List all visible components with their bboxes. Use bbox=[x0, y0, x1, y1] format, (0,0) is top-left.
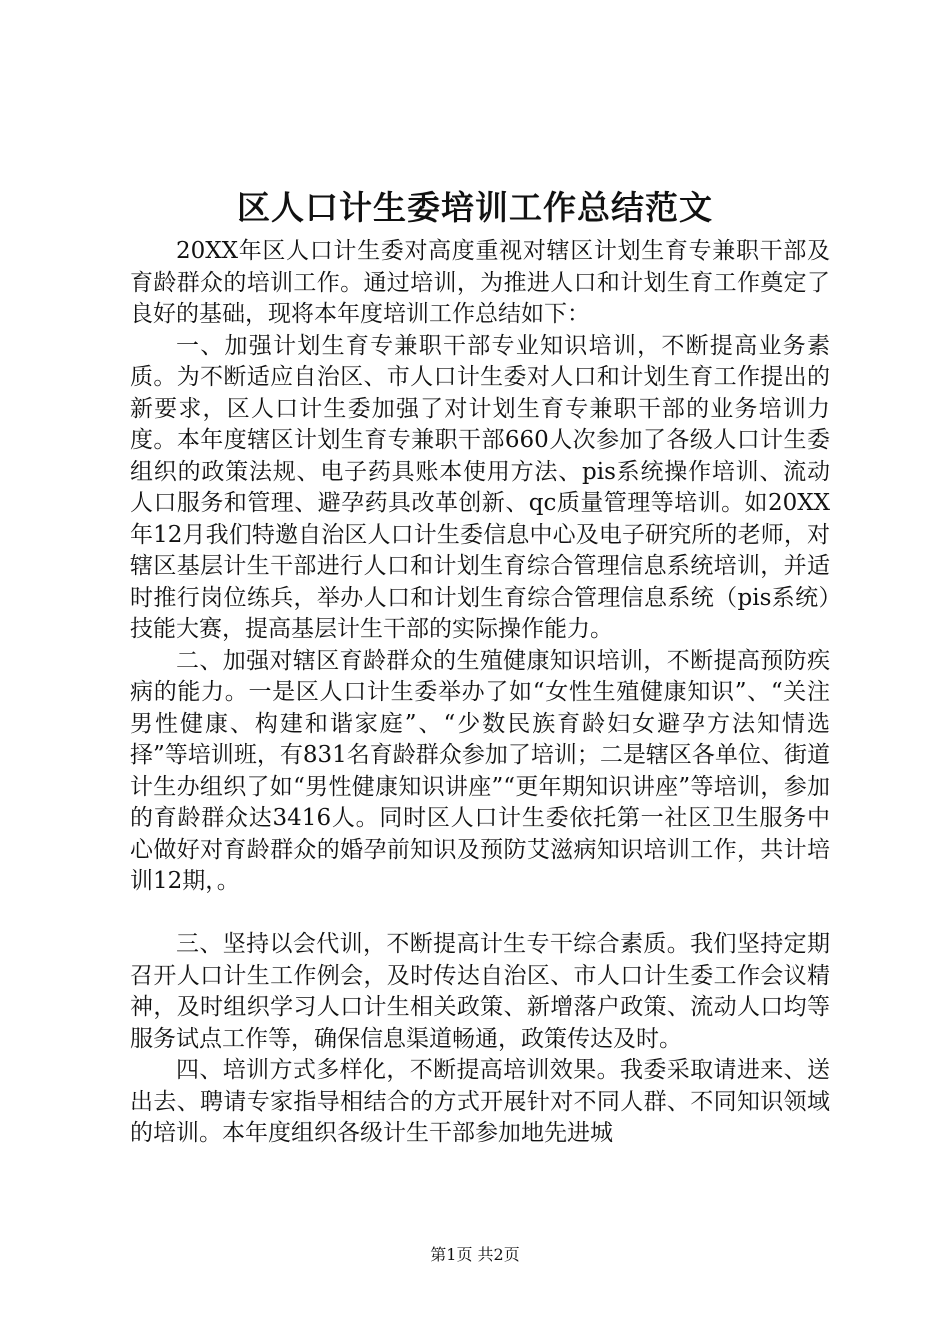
document-title: 区人口计生委培训工作总结范文 bbox=[237, 188, 713, 227]
page-number-footer: 第1页 共2页 bbox=[430, 1245, 520, 1264]
section-two-paragraph: 二、加强对辖区育龄群众的生殖健康知识培训，不断提高预防疾病的能力。一是区人口计生委举办了如“女性生殖健康知识”、“关注男性健康、构建和谐家庭”、“少数民族育龄妇女避孕方法知情选择”等培训班，有831名育龄群众参加了培训；二是辖区各单位、街道计生办组织了如“男性健康知识讲座”“更年期知识讲座”等培训，参加的育龄群众达3416人。同时区人口计生委依托第一社区卫生服务中心做好对育龄群众的婚孕前知识及预防艾滋病知识培训工作，共计培训12期，。 bbox=[130, 647, 830, 894]
section-four-paragraph: 四、培训方式多样化，不断提高培训效果。我委采取请进来、送出去、聘请专家指导相结合的方式开展针对不同人群、不同知识领域的培训。本年度组织各级计生干部参加地先进城 bbox=[130, 1057, 830, 1146]
document-body bbox=[130, 236, 830, 1150]
section-three-paragraph: 三、坚持以会代训，不断提高计生专干综合素质。我们坚持定期召开人口计生工作例会，及时传达自治区、市人口计生委工作会议精神，及时组织学习人口计生相关政策、新增落户政策、流动人口均等服务试点工作等，确保信息渠道畅通，政策传达及时。 bbox=[130, 931, 830, 1052]
blank-line bbox=[130, 898, 830, 930]
section-one-paragraph: 一、加强计划生育专兼职干部专业知识培训，不断提高业务素质。为不断适应自治区、市人口计生委对人口和计划生育工作提出的新要求，区人口计生委加强了对计划生育专兼职干部的业务培训力度。本年度辖区计划生育专兼职干部660人次参加了各级人口计生委组织的政策法规、电子药具账本使用方法、pis系统操作培训、流动人口服务和管理、避孕药具改革创新、qc质量管理等培训。如20XX年12月我们特邀自治区人口计生委信息中心及电子研究所的老师，对辖区基层计生干部进行人口和计划生育综合管理信息系统培训，并适时推行岗位练兵，举办人口和计划生育综合管理信息系统（pis系统）技能大赛，提高基层计生干部的实际操作能力。 bbox=[130, 332, 830, 642]
intro-paragraph: 20XX年区人口计生委对高度重视对辖区计划生育专兼职干部及育龄群众的培训工作。通过培训，为推进人口和计划生育工作奠定了良好的基础，现将本年度培训工作总结如下： bbox=[130, 238, 830, 327]
